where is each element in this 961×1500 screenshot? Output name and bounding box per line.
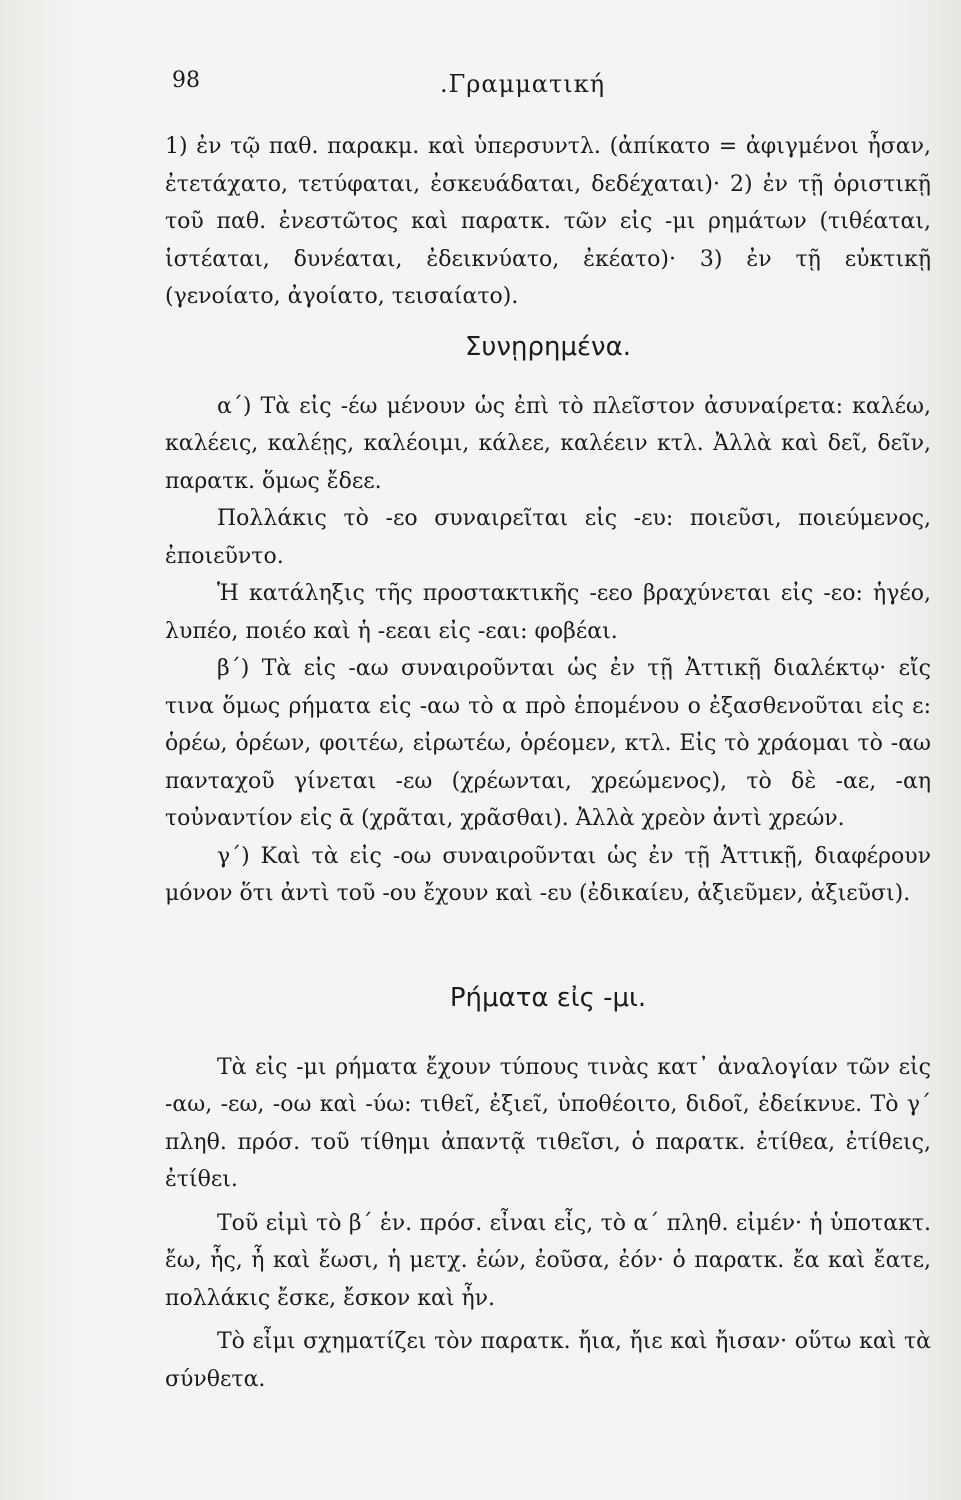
- page-body: [165, 128, 931, 1398]
- body-paragraph: Τὸ εἶμι σχηματίζει τὸν παρατκ. ἤια, ἤιε καὶ ἤισαν· οὕτω καὶ τὰ σύνθετα.: [165, 1329, 931, 1392]
- section-heading-contracted: Συνῃρημένα.: [465, 331, 631, 362]
- body-paragraph: Τοῦ εἰμὶ τὸ β΄ ἑν. πρόσ. εἶναι εἶς, τὸ α΄ πληθ. εἰμέν· ἡ ὑποτακτ. ἔω, ἦς, ἦ καὶ ἔωσι, ἡ μετχ. ἐών, ἐοῦσα, ἐόν· ὁ παρατκ. ἔα καὶ ἔατε, πολλάκις ἔσκε, ἔσκον καὶ ἦν.: [165, 1210, 931, 1311]
- running-title: .Γραμματική: [440, 70, 606, 98]
- body-paragraph: α΄) Τὰ εἰς -έω μένουν ὡς ἐπὶ τὸ πλεῖστον ἀσυναίρετα: καλέω, καλέεις, καλέῃς, καλέοιμι, κάλεε, καλέειν κτλ. Ἀλλὰ καὶ δεῖ, δεῖν, παρατκ. ὅμως ἔδεε.: [165, 393, 931, 494]
- body-paragraph: Τὰ εἰς -μι ρήματα ἔχουν τύπους τινὰς κατ᾽ ἀναλογίαν τῶν εἰς -αω, -εω, -οω καὶ -ύω: τιθεῖ, ἐξιεῖ, ὑποθέοιτο, διδοῖ, ἐδείκνυε. Τὸ γ΄ πληθ. πρόσ. τοῦ τίθημι ἀπαντᾷ τιθεῖσι, ὁ παρατκ. ἐτίθεα, ἐτίθεις, ἐτίθει.: [165, 1054, 931, 1192]
- body-paragraph: 1) ἐν τῷ παθ. παρακμ. καὶ ὑπερσυντλ. (ἀπίκατο = ἀφιγμένοι ἦσαν, ἐτετάχατο, τετύφαται, ἐσκευάδαται, δεδέχαται)· 2) ἐν τῇ ὁριστικῇ τοῦ παθ. ἐνεστῶτος καὶ παρατκ. τῶν εἰς -μι ρημάτων (τιθέαται, ἱστέαται, δυνέαται, ἐδεικνύατο, ἐκέατο)· 3) ἐν τῇ εὐκτικῇ (γενοίατο, ἀγοίατο, τεισαίατο).: [165, 134, 931, 309]
- page-number: 98: [172, 68, 200, 93]
- page-header: [172, 68, 931, 108]
- body-paragraph: Ἡ κατάληξις τῆς προστακτικῆς -εεο βραχύνεται εἰς -εο: ἡγέο, λυπέο, ποιέο καὶ ἡ -εεαι εἰς -εαι: φοβέαι.: [165, 581, 931, 644]
- body-paragraph: γ΄) Καὶ τὰ εἰς -οω συναιροῦνται ὡς ἐν τῇ Ἀττικῇ, διαφέρουν μόνον ὅτι ἀντὶ τοῦ -ου ἔχουν καὶ -ευ (ἐδικαίευ, ἀξιεῦμεν, ἀξιεῦσι).: [165, 843, 931, 906]
- body-paragraph: Πολλάκις τὸ -εο συναιρεῖται εἰς -ευ: ποιεῦσι, ποιεύμενος, ἐποιεῦντο.: [165, 506, 931, 569]
- section-heading-mi-verbs: Ρήματα εἰς -μι.: [449, 982, 647, 1013]
- body-paragraph: β΄) Τὰ εἰς -αω συναιροῦνται ὡς ἐν τῇ Ἀττικῇ διαλέκτῳ· εἴς τινα ὅμως ρήματα εἰς -αω τὸ α πρὸ ἑπομένου ο ἐξασθενοῦται εἰς ε: ὁρέω, ὁρέων, φοιτέω, εἰρωτέω, ὁρέομεν, κτλ. Εἰς τὸ χράομαι τὸ -αω πανταχοῦ γίνεται -εω (χρέωνται, χρεώμενος), τὸ δὲ -αε, -αη τοὐναντίον εἰς ᾱ (χρᾶται, χρᾶσθαι). Ἀλλὰ χρεὸν ἀντὶ χρεών.: [165, 656, 931, 831]
